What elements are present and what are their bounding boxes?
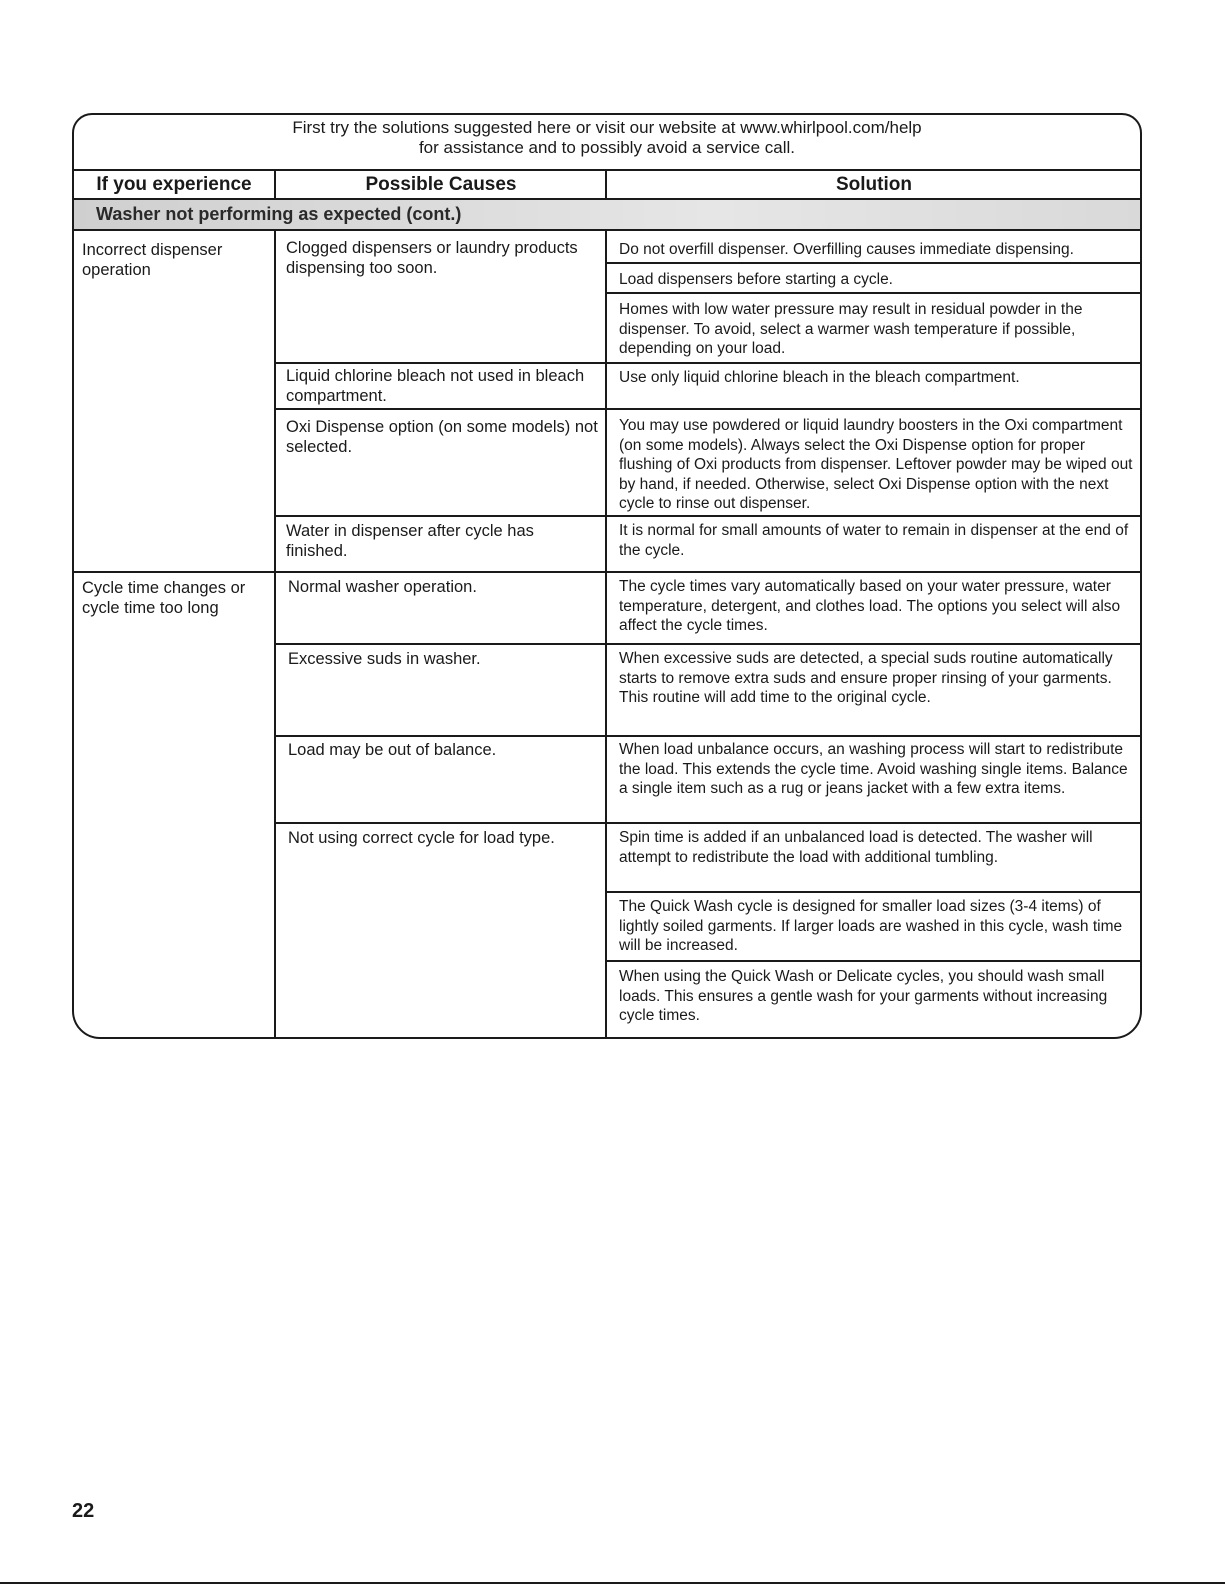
row-rule	[276, 408, 1142, 410]
solution-spin-time: Spin time is added if an unbalanced load is detected. The washer will attempt to redistribute the load with additional tumbling.	[619, 829, 1093, 866]
header-divider-2	[605, 169, 607, 200]
cause-out-of-balance: Load may be out of balance.	[288, 741, 497, 759]
column-divider-2	[605, 229, 607, 1039]
header-divider-1	[274, 169, 276, 200]
cause-chlorine-bleach: Liquid chlorine bleach not used in bleach compartment.	[286, 367, 585, 405]
row-rule	[276, 515, 1142, 517]
solution-chlorine-only: Use only liquid chlorine bleach in the bleach compartment.	[619, 369, 1020, 386]
solution-overfill: Do not overfill dispenser. Overfilling causes immediate dispensing.	[619, 241, 1074, 258]
row-rule	[607, 891, 1142, 893]
bottom-rule	[0, 1582, 1225, 1584]
solution-suds-routine: When excessive suds are detected, a special suds routine automatically starts to remove extra suds and ensure proper rinsing of your garments. This routine will add time to the original cycle.	[619, 650, 1113, 706]
intro-text	[74, 118, 1140, 158]
cause-oxi-dispense: Oxi Dispense option (on some models) not selected.	[286, 418, 598, 456]
problem-incorrect-dispenser: Incorrect dispenser operation	[82, 241, 223, 279]
solution-load-dispensers: Load dispensers before starting a cycle.	[619, 271, 893, 288]
section-rule	[72, 229, 1142, 231]
cause-water-in-dispenser: Water in dispenser after cycle has finished.	[286, 522, 534, 560]
row-rule	[276, 643, 1142, 645]
intro-line-2: for assistance and to possibly avoid a service call.	[418, 138, 796, 157]
row-rule	[607, 960, 1142, 962]
page-number: 22	[72, 1500, 95, 1522]
header-experience: If you experience	[96, 174, 252, 195]
solution-load-unbalance: When load unbalance occurs, an washing process will start to redistribute the load. This extends the cycle time. Avoid washing single items. Balance a single item such as a rug or jeans jacket with a few extra items.	[619, 741, 1128, 797]
group-rule	[72, 571, 1142, 573]
solution-small-loads: When using the Quick Wash or Delicate cycles, you should wash small loads. This ensures a gentle wash for your garments without increasing cycle times.	[619, 968, 1108, 1024]
row-rule	[607, 262, 1142, 264]
solution-oxi-boosters: You may use powdered or liquid laundry boosters in the Oxi compartment (on some models). Always select the Oxi Dispense option for proper flushing of Oxi products from dispenser. Leftover powder may be wiped out by hand, if needed. Otherwise, select Oxi Dispense option with the next cycle to rinse out dispenser.	[619, 417, 1133, 512]
row-rule	[276, 735, 1142, 737]
cause-clogged-dispensers: Clogged dispensers or laundry products dispensing too soon.	[286, 239, 578, 277]
row-rule	[607, 292, 1142, 294]
row-rule	[276, 362, 1142, 364]
cause-normal-operation: Normal washer operation.	[288, 578, 477, 596]
cause-incorrect-cycle: Not using correct cycle for load type.	[288, 829, 555, 847]
problem-cycle-time: Cycle time changes or cycle time too long	[82, 579, 246, 617]
column-divider-1	[274, 229, 276, 1039]
header-causes: Possible Causes	[365, 174, 517, 195]
row-rule	[276, 822, 1142, 824]
section-title: Washer not performing as expected (cont.)	[74, 200, 1140, 229]
solution-cycle-times-vary: The cycle times vary automatically based on your water pressure, water temperature, detergent, and clothes load. The options you select will also affect the cycle times.	[619, 578, 1121, 634]
solution-low-pressure: Homes with low water pressure may result in residual powder in the dispenser. To avoid, select a warmer wash temperature if possible, depending on your load.	[619, 301, 1083, 357]
header-solution: Solution	[836, 174, 912, 195]
solution-water-normal: It is normal for small amounts of water to remain in dispenser at the end of the cycle.	[619, 522, 1129, 559]
cause-excessive-suds: Excessive suds in washer.	[288, 650, 481, 668]
intro-line-1: First try the solutions suggested here or visit our website at www.whirlpool.com/help	[292, 118, 922, 137]
solution-quick-wash: The Quick Wash cycle is designed for smaller load sizes (3-4 items) of lightly soiled garments. If larger loads are washed in this cycle, wash time will be increased.	[619, 898, 1123, 954]
